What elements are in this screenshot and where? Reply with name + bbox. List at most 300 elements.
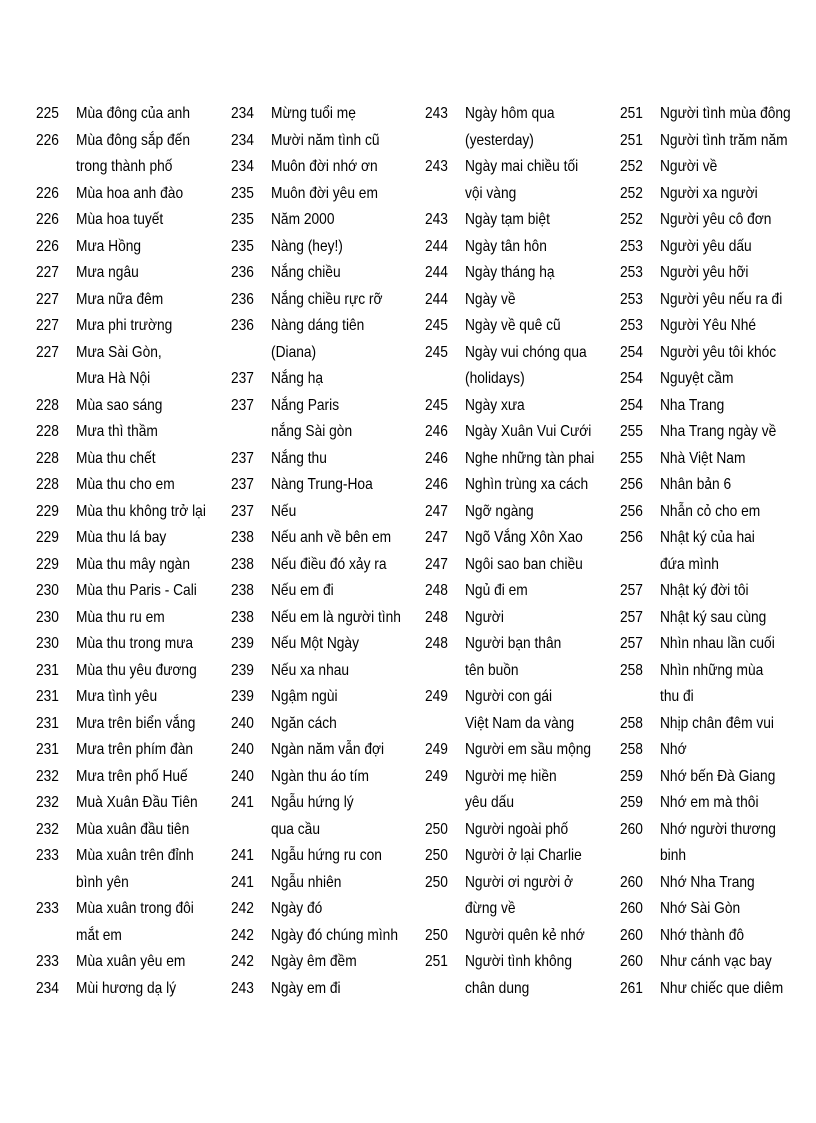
song-title [271, 578, 400, 605]
song-title-line: (Diana) [271, 343, 317, 361]
page-number: 260 [620, 873, 643, 891]
page-number: 260 [620, 953, 643, 970]
index-entry [425, 737, 615, 764]
song-title-line: Mùa hoa tuyết [76, 211, 164, 228]
index-entry [36, 419, 226, 446]
page-number: 244 [425, 290, 448, 308]
page-number: 255 [620, 449, 643, 467]
song-title-line: Mùa thu yêu đương [76, 661, 197, 679]
song-title [76, 313, 205, 340]
page-number: 251 [620, 105, 643, 122]
song-title [271, 472, 400, 499]
page-number: 246 [425, 476, 448, 493]
page-number: 253 [620, 317, 643, 334]
index-entry [36, 525, 226, 552]
page-number: 245 [425, 343, 448, 361]
song-title [76, 472, 205, 499]
song-title-line: Người ở lại Charlie [465, 847, 582, 864]
index-entry [620, 923, 810, 950]
song-title-line: Mùa thu ru em [76, 608, 165, 626]
page-number: 238 [231, 529, 254, 546]
index-entry [620, 631, 810, 658]
index-entry [620, 976, 810, 1003]
index-entry [425, 684, 615, 737]
index-entry [36, 393, 226, 420]
song-title [465, 313, 594, 340]
song-title-line: Nhìn nhau lần cuối [660, 635, 775, 652]
song-title [660, 393, 789, 420]
song-title-line: Người Yêu Nhé [660, 317, 757, 334]
song-title-line: Nắng chiều rực rỡ [271, 290, 383, 308]
page-number: 233 [36, 953, 59, 970]
song-title-line: Nhìn những mùa [660, 661, 764, 679]
page-number: 256 [620, 529, 643, 546]
song-title-line: Mưa Hồng [76, 237, 142, 255]
song-title-line: Mùa hoa anh đào [76, 184, 184, 202]
song-title-line: Người [465, 608, 504, 626]
index-entry [425, 499, 615, 526]
song-title-line: Nhớ Sài Gòn [660, 900, 741, 917]
song-title [660, 234, 789, 261]
index-entry [36, 843, 226, 896]
song-title-line: Người yêu nếu ra đi [660, 290, 783, 308]
song-title [465, 737, 594, 764]
song-title [271, 870, 400, 897]
index-entry [620, 260, 810, 287]
index-entry [36, 472, 226, 499]
index-entry [36, 499, 226, 526]
song-title [271, 287, 400, 314]
song-title [76, 340, 205, 393]
index-entry [425, 234, 615, 261]
page-number: 254 [620, 396, 643, 414]
song-title-line: nắng Sài gòn [271, 423, 353, 440]
page-number: 226 [36, 184, 59, 202]
page-number: 234 [231, 105, 254, 122]
page-number: 258 [620, 661, 643, 679]
index-entry [231, 472, 421, 499]
page-number: 236 [231, 264, 254, 281]
page-number: 242 [231, 900, 254, 917]
page-number: 237 [231, 396, 254, 414]
song-title [660, 340, 789, 367]
index-entry [36, 949, 226, 976]
song-title [660, 976, 789, 1003]
song-title-line: Nha Trang [660, 396, 725, 414]
index-entry [231, 976, 421, 1003]
index-entry [620, 578, 810, 605]
song-title-line: Nhớ thành đô [660, 926, 744, 944]
song-title [271, 843, 400, 870]
song-title [271, 101, 400, 128]
song-title-line: Người bạn thân [465, 635, 562, 652]
song-title [465, 817, 594, 844]
song-title [660, 870, 789, 897]
page-number: 244 [425, 237, 448, 255]
song-title [76, 419, 205, 446]
song-title-line: Mưa trên phố Huế [76, 767, 188, 785]
index-entry [425, 101, 615, 154]
song-title [76, 499, 206, 526]
page-number: 248 [425, 635, 448, 652]
song-title-line: Mưa Hà Nội [76, 370, 151, 387]
page-number: 243 [425, 158, 448, 175]
index-entry [425, 949, 615, 1002]
index-entry [231, 949, 421, 976]
page-number: 228 [36, 396, 59, 414]
page-number: 252 [620, 184, 643, 202]
page-number: 226 [36, 131, 59, 149]
song-title-line: Nhật ký sau cùng [660, 608, 767, 626]
page-number: 229 [36, 529, 59, 546]
song-title [465, 472, 594, 499]
index-entry [36, 446, 226, 473]
song-title-line: (holidays) [465, 370, 525, 387]
song-title [660, 472, 789, 499]
page-number: 258 [620, 714, 643, 732]
song-title [660, 419, 789, 446]
song-title [465, 499, 594, 526]
song-title-line: Người tình không [465, 953, 572, 970]
song-title-line: tên buồn [465, 661, 519, 679]
index-entry [425, 393, 615, 420]
song-title-line: Ngàn năm vẫn đợi [271, 741, 385, 758]
index-entry [231, 631, 421, 658]
song-title [660, 737, 789, 764]
page-number: 250 [425, 847, 448, 864]
page-number: 228 [36, 423, 59, 440]
index-entry [425, 313, 615, 340]
song-title-line: Muôn đời nhớ ơn [271, 158, 378, 175]
song-title [76, 658, 205, 685]
page-number: 239 [231, 661, 254, 679]
index-entry [231, 605, 421, 632]
song-title [76, 605, 205, 632]
page-number: 255 [620, 423, 643, 440]
index-entry [620, 419, 810, 446]
song-title [271, 684, 400, 711]
index-entry [36, 764, 226, 791]
song-title [465, 870, 594, 923]
index-entry [231, 154, 421, 181]
song-title [465, 101, 594, 154]
index-entry [36, 631, 226, 658]
index-entry [620, 525, 810, 578]
song-title-line: Nha Trang ngày về [660, 423, 777, 440]
song-title [660, 499, 789, 526]
song-title-line: Năm 2000 [271, 211, 335, 228]
song-title [660, 287, 789, 314]
song-title [660, 605, 789, 632]
index-entry [425, 764, 615, 817]
song-title [271, 207, 400, 234]
song-title-line: Nghe những tàn phai [465, 449, 595, 467]
index-entry [425, 578, 615, 605]
index-entry [36, 896, 226, 949]
index-entry [231, 552, 421, 579]
index-entry [36, 552, 226, 579]
page-number: 228 [36, 476, 59, 493]
song-title [660, 525, 789, 578]
index-entry [425, 340, 615, 393]
song-title-line: Mùa đông của anh [76, 105, 190, 122]
index-entry [620, 949, 810, 976]
index-entry [36, 287, 226, 314]
song-title-line: Ngẫu nhiên [271, 873, 342, 891]
page-number: 256 [620, 476, 643, 493]
song-title-line: Người con gái [465, 688, 553, 705]
song-title [271, 260, 400, 287]
song-title [271, 499, 400, 526]
index-entry [36, 737, 226, 764]
page-number: 234 [231, 131, 254, 149]
index-entry [425, 843, 615, 870]
page-number: 248 [425, 608, 448, 626]
index-entry [425, 870, 615, 923]
song-title-line: Ngỡ ngàng [465, 502, 534, 520]
index-entry [36, 313, 226, 340]
page-number: 254 [620, 343, 643, 361]
song-title-line: Ngày Xuân Vui Cưới [465, 423, 592, 440]
song-title-line: Nhớ [660, 741, 687, 758]
song-title-line: Nhật ký đời tôi [660, 582, 749, 599]
index-entry [620, 817, 810, 870]
index-entry [231, 313, 421, 366]
index-entry [36, 684, 226, 711]
song-title [660, 313, 789, 340]
song-title-line: Nàng Trung-Hoa [271, 476, 373, 493]
song-title-line: Nàng dáng tiên [271, 317, 365, 334]
song-title-line: Ngủ đi em [465, 582, 528, 599]
song-title-line: Ngày đó chúng mình [271, 926, 398, 944]
page-number: 234 [231, 158, 254, 175]
page-number: 245 [425, 396, 448, 414]
song-title [76, 737, 205, 764]
index-entry [36, 658, 226, 685]
song-title-line: Nhớ em mà thôi [660, 794, 759, 811]
index-entry [231, 207, 421, 234]
index-entry [620, 207, 810, 234]
index-entry [620, 658, 810, 711]
song-title-line: Người yêu cô đơn [660, 211, 772, 228]
page-number: 230 [36, 608, 59, 626]
page-number: 248 [425, 582, 448, 599]
song-title-line: Người yêu hỡi [660, 264, 749, 281]
song-title-line: Ngày êm đềm [271, 953, 357, 970]
page-number: 243 [425, 211, 448, 228]
index-entry [231, 737, 421, 764]
index-entry [425, 419, 615, 446]
page-number: 233 [36, 900, 59, 917]
song-title-line: Nàng (hey!) [271, 237, 343, 255]
song-title-line: Nhớ Nha Trang [660, 873, 755, 891]
song-title-line: bình yên [76, 873, 129, 891]
song-title [660, 790, 789, 817]
song-title [465, 260, 594, 287]
index-entry [231, 870, 421, 897]
song-title-line: Ngẫu hứng lý [271, 794, 354, 811]
song-title-line: Mưa trên phím đàn [76, 741, 194, 758]
song-title-line: Người xa người [660, 184, 758, 202]
song-title [660, 128, 789, 155]
index-entry [425, 260, 615, 287]
song-title-line: Ngẫu hứng ru con [271, 847, 382, 864]
index-entry [231, 260, 421, 287]
index-entry [36, 976, 226, 1003]
song-title-line: Mùa thu Paris - Cali [76, 582, 197, 599]
song-title [465, 631, 594, 684]
page-number: 252 [620, 211, 643, 228]
song-title [271, 366, 400, 393]
index-entry [231, 366, 421, 393]
song-title-line: đừng về [465, 900, 516, 917]
page-number: 243 [425, 105, 448, 122]
song-title-line: Mười năm tình cũ [271, 131, 380, 149]
page-number: 250 [425, 873, 448, 891]
song-title-line: Mưa phi trường [76, 317, 173, 334]
song-title [76, 552, 205, 579]
page-number: 240 [231, 741, 254, 758]
song-title [76, 181, 205, 208]
song-title [76, 790, 205, 817]
song-title-line: Người ngoài phố [465, 820, 569, 838]
song-title [660, 154, 789, 181]
song-title-line: Ngày xưa [465, 396, 525, 414]
song-title-line: Nguyệt cầm [660, 370, 734, 387]
song-title-line: Người yêu dấu [660, 237, 752, 255]
song-title-line: Nếu [271, 502, 297, 520]
index-entry [620, 605, 810, 632]
song-title [76, 393, 205, 420]
page-number: 247 [425, 502, 448, 520]
song-title-line: Ngày em đi [271, 979, 341, 997]
index-entry [425, 605, 615, 632]
song-title-line: Ngày đó [271, 900, 323, 917]
song-title-line: Ngày về [465, 290, 516, 308]
song-title [465, 525, 594, 552]
song-title [660, 711, 789, 738]
song-title [660, 923, 789, 950]
song-title-line: Nắng chiều [271, 264, 341, 281]
page-number: 247 [425, 529, 448, 546]
index-entry [620, 340, 810, 367]
index-entry [620, 234, 810, 261]
song-title [465, 923, 594, 950]
song-title [271, 976, 400, 1003]
song-title-line: Việt Nam da vàng [465, 714, 575, 732]
song-title-line: Ngày hôm qua [465, 105, 555, 122]
song-title-line: Ngày mai chiều tối [465, 158, 579, 175]
song-title-line: Nếu xa nhau [271, 661, 350, 679]
song-title [76, 976, 205, 1003]
index-entry [620, 393, 810, 420]
song-title-line: Mùa đông sắp đến [76, 131, 190, 149]
page-number: 237 [231, 476, 254, 493]
index-entry [36, 578, 226, 605]
index-entry [620, 287, 810, 314]
page-number: 250 [425, 820, 448, 838]
song-title-line: Mưa thì thầm [76, 423, 158, 440]
song-title [660, 578, 789, 605]
song-title [660, 949, 789, 976]
song-title-line: Ngõ Vắng Xôn Xao [465, 529, 583, 546]
index-entry [231, 234, 421, 261]
page-number: 235 [231, 237, 254, 255]
song-title [465, 287, 594, 314]
page-number: 250 [425, 926, 448, 944]
page-number: 228 [36, 449, 59, 467]
song-title [271, 313, 400, 366]
page-number: 243 [231, 979, 254, 997]
song-title-line: Mùa xuân đầu tiên [76, 820, 190, 838]
song-title-line: Mùa thu chết [76, 449, 156, 467]
page-number: 241 [231, 794, 254, 811]
index-entry [36, 340, 226, 393]
page-number: 249 [425, 688, 448, 705]
index-entry [620, 711, 810, 738]
index-entry [620, 313, 810, 340]
index-entry [36, 711, 226, 738]
song-title [76, 525, 205, 552]
index-entry [620, 790, 810, 817]
page-number: 257 [620, 582, 643, 599]
index-entry [231, 658, 421, 685]
song-title-line: Người ơi người ở [465, 873, 574, 891]
index-entry [231, 525, 421, 552]
index-entry [425, 525, 615, 552]
page-number: 229 [36, 555, 59, 573]
page-number: 236 [231, 290, 254, 308]
song-title-line: Ngày tân hôn [465, 237, 547, 255]
song-title-line: Nếu Một Ngày [271, 635, 359, 652]
index-entry [425, 472, 615, 499]
song-title-line: Mưa nữa đêm [76, 290, 164, 308]
song-title-line: Ngàn thu áo tím [271, 767, 369, 785]
index-entry [36, 181, 226, 208]
index-entry [231, 181, 421, 208]
index-entry [620, 101, 810, 128]
page-number: 253 [620, 290, 643, 308]
song-title [660, 207, 789, 234]
page-number: 232 [36, 767, 59, 785]
song-title [465, 419, 594, 446]
page-number: 258 [620, 741, 643, 758]
song-title [271, 154, 400, 181]
song-title [271, 737, 400, 764]
page-number: 227 [36, 264, 59, 281]
song-title-line: chân dung [465, 979, 530, 997]
page-number: 240 [231, 714, 254, 732]
index-entry [231, 711, 421, 738]
song-title-line: Nhân bản 6 [660, 476, 732, 493]
song-title [76, 684, 205, 711]
song-title-line: Nếu điều đó xảy ra [271, 555, 387, 573]
song-title-line: Người em sầu mộng [465, 741, 592, 758]
page-number: 230 [36, 635, 59, 652]
index-entry [231, 923, 421, 950]
song-title [271, 896, 400, 923]
index-entry [231, 578, 421, 605]
song-title-line: Ngày tháng hạ [465, 264, 555, 281]
index-entry [36, 790, 226, 817]
index-column-4 [620, 101, 810, 1002]
page-number: 235 [231, 211, 254, 228]
song-title-line: Nhẫn cỏ cho em [660, 502, 761, 520]
song-title [76, 287, 205, 314]
page-number: 237 [231, 449, 254, 467]
song-title [465, 578, 594, 605]
index-entry [425, 154, 615, 207]
